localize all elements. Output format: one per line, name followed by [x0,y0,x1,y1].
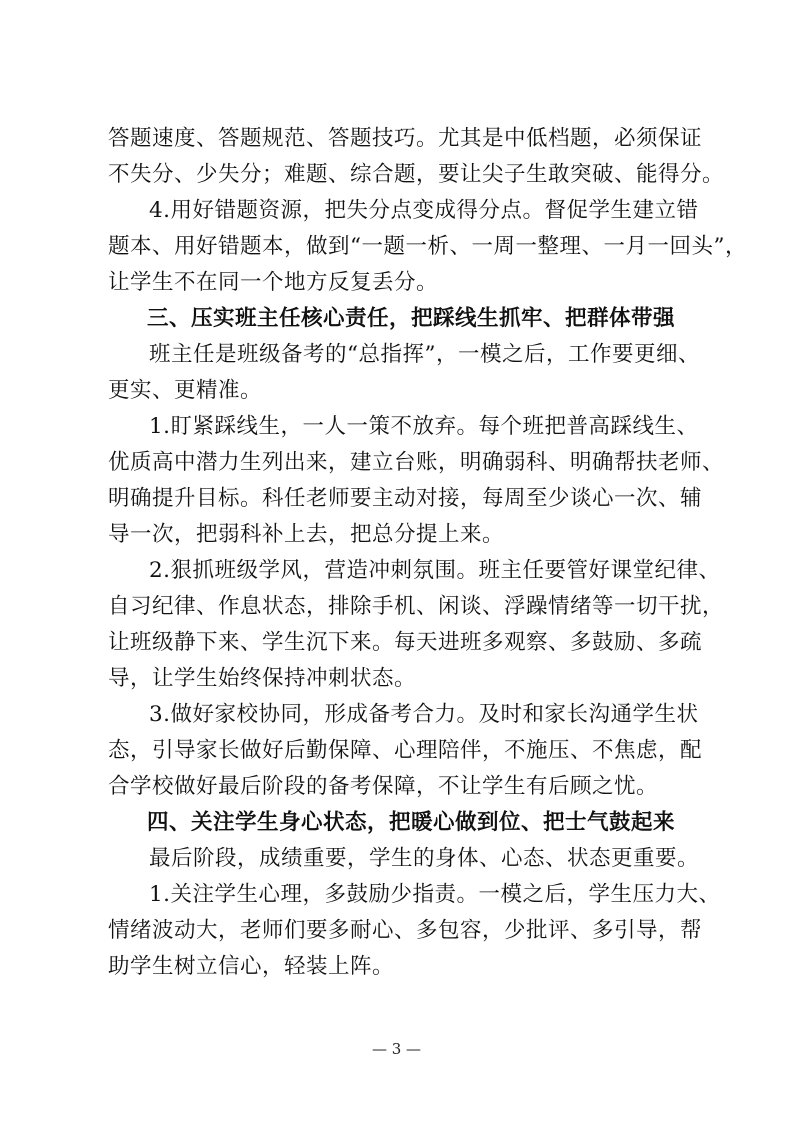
body-text-line: 班主任是班级备考的“总指挥”，一模之后，工作要更细、 [149,342,700,367]
body-text-line: 导，让学生始终保持冲刺状态。 [108,666,417,691]
body-text-line: 1.盯紧踩线生，一人一策不放弃。每个班把普高踩线生、 [149,414,699,439]
body-text-line: 助学生树立信心，轻装上阵。 [108,954,395,979]
body-text-line: 态，引导家长做好后勤保障、心理陪伴，不施压、不焦虑，配 [108,738,703,763]
body-text-line: 3.做好家校协同，形成备考合力。及时和家长沟通学生状 [149,702,699,727]
body-text-line: 自习纪律、作息状态，排除手机、闲谈、浮躁情绪等一切干扰， [108,594,725,619]
body-text-line: 2.狠抓班级学风，营造冲刺氛围。班主任要管好课堂纪律、 [149,558,721,583]
body-text-line: 4.用好错题资源，把失分点变成得分点。督促学生建立错 [149,198,699,223]
body-text-line: 最后阶段，成绩重要，学生的身体、心态、状态更重要。 [149,846,700,871]
body-text-line: 导一次，把弱科补上去，把总分提上来。 [108,522,505,547]
body-text-line: 情绪波动大，老师们要多耐心、多包容，少批评、多引导，帮 [108,918,703,943]
page-number: — 3 — [371,1040,422,1058]
body-text-line: 更实、更精准。 [108,378,263,403]
body-text-line: 让学生不在同一个地方反复丢分。 [108,270,439,295]
body-text-line: 合学校做好最后阶段的备考保障，不让学生有后顾之忧。 [108,774,659,799]
body-text-line: 1.关注学生心理，多鼓励少指责。一模之后，学生压力大、 [149,882,721,907]
body-text-line: 明确提升目标。科任老师要主动对接，每周至少谈心一次、辅 [108,486,703,511]
body-text-line: 答题速度、答题规范、答题技巧。尤其是中低档题，必须保证 [108,126,703,151]
section-heading-4: 四、关注学生身心状态，把暖心做到位、把士气鼓起来 [147,810,676,835]
section-heading-3: 三、压实班主任核心责任，把踩线生抓牢、把群体带强 [147,306,676,331]
body-text-line: 优质高中潜力生列出来，建立台账，明确弱科、明确帮扶老师、 [108,450,725,475]
body-text-line: 不失分、少失分；难题、综合题，要让尖子生敢突破、能得分。 [108,162,725,187]
body-text-line: 题本、用好错题本，做到“一题一析、一周一整理、一月一回头”， [108,234,747,259]
body-text-line: 让班级静下来、学生沉下来。每天进班多观察、多鼓励、多疏 [108,630,703,655]
